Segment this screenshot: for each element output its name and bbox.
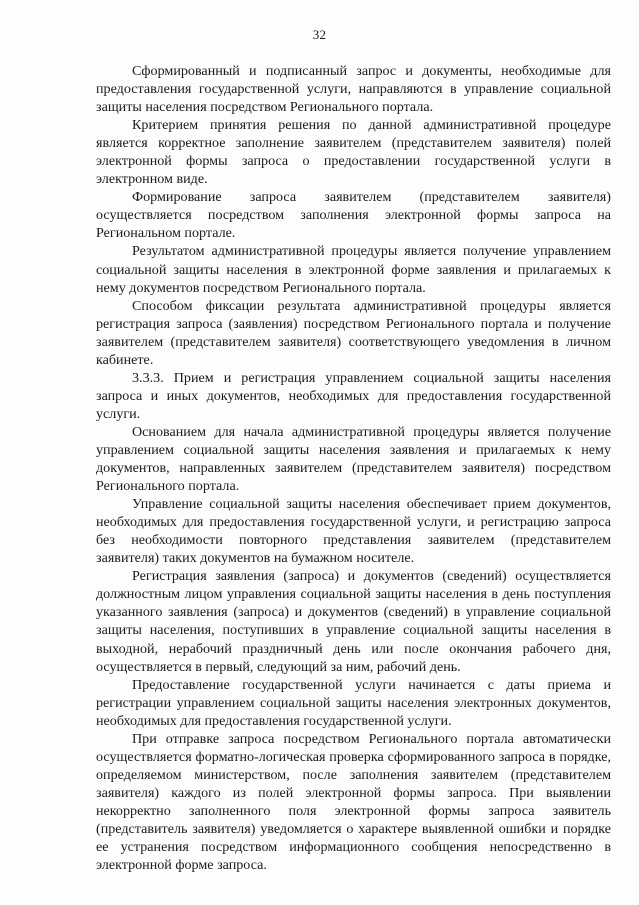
section-heading-paragraph: 3.3.3. Прием и регистрация управлением социальной защиты населения запроса и иных документов, необходимых для предоставления государственной услуги. <box>96 369 611 422</box>
paragraph: Управление социальной защиты населения обеспечивает прием документов, необходимых для предоставления государственной услуги, и регистрацию запроса без необходимости повторного представления заявителем (представителем заявителя) таких документов на бумажном носителе. <box>96 496 611 567</box>
paragraph: Предоставление государственной услуги начинается с даты приема и регистрации управлением социальной защиты населения электронных документов, необходимых для предоставления государственной услуги. <box>96 676 611 729</box>
paragraph: Основанием для начала административной процедуры является получение управлением социальной защиты населения заявления и прилагаемых к нему документов, направленных заявителем (представителем заявителя) посредством Регионального портала. <box>96 423 611 495</box>
paragraph: При отправке запроса посредством Регионального портала автоматически осуществляется форматно-логическая проверка сформированного запроса в порядке, определяемом министерством, после заполнения заявителем (представителем заявителя) каждого из полей электронной формы запроса. При выявлении некорректно заполненного поля электронной формы запроса заявитель (представитель заявителя) уведомляется о характере выявленной ошибки и порядке ее устранения посредством информационного сообщения непосредственно в электронной форме запроса. <box>96 730 611 874</box>
paragraph: Сформированный и подписанный запрос и документы, необходимые для предоставления государственной услуги, направляются в управление социальной защиты населения посредством Регионального портала. <box>96 63 611 116</box>
paragraph: Результатом административной процедуры является получение управлением социальной защиты населения в электронной форме заявления и прилагаемых к нему документов посредством Регионального портала. <box>96 243 611 296</box>
paragraph: Способом фиксации результата административной процедуры является регистрация запроса (заявления) посредством Регионального портала и получение заявителем (представителем заявителя) соответствующего уведомления в личном кабинете. <box>96 297 611 368</box>
paragraph: Критерием принятия решения по данной административной процедуре является корректное заполнение заявителем (представителем заявителя) полей электронной формы запроса о предоставлении государственной услуги в электронном виде. <box>96 117 611 188</box>
paragraph: Регистрация заявления (запроса) и документов (сведений) осуществляется должностным лицом управления социальной защиты населения в день поступления указанного заявления (запроса) и документов (сведений) в управление социальной защиты населения, поступивших в управление социальной защиты населения в выходной, нерабочий праздничный день или после окончания рабочего дня, осуществляется в первый, следующий за ним, рабочий день. <box>96 568 611 675</box>
body-text <box>96 62 611 874</box>
page-number: 32 <box>312 27 327 42</box>
paragraph: Формирование запроса заявителем (представителем заявителя) осуществляется посредством заполнения электронной формы запроса на Региональном портале. <box>96 189 611 242</box>
